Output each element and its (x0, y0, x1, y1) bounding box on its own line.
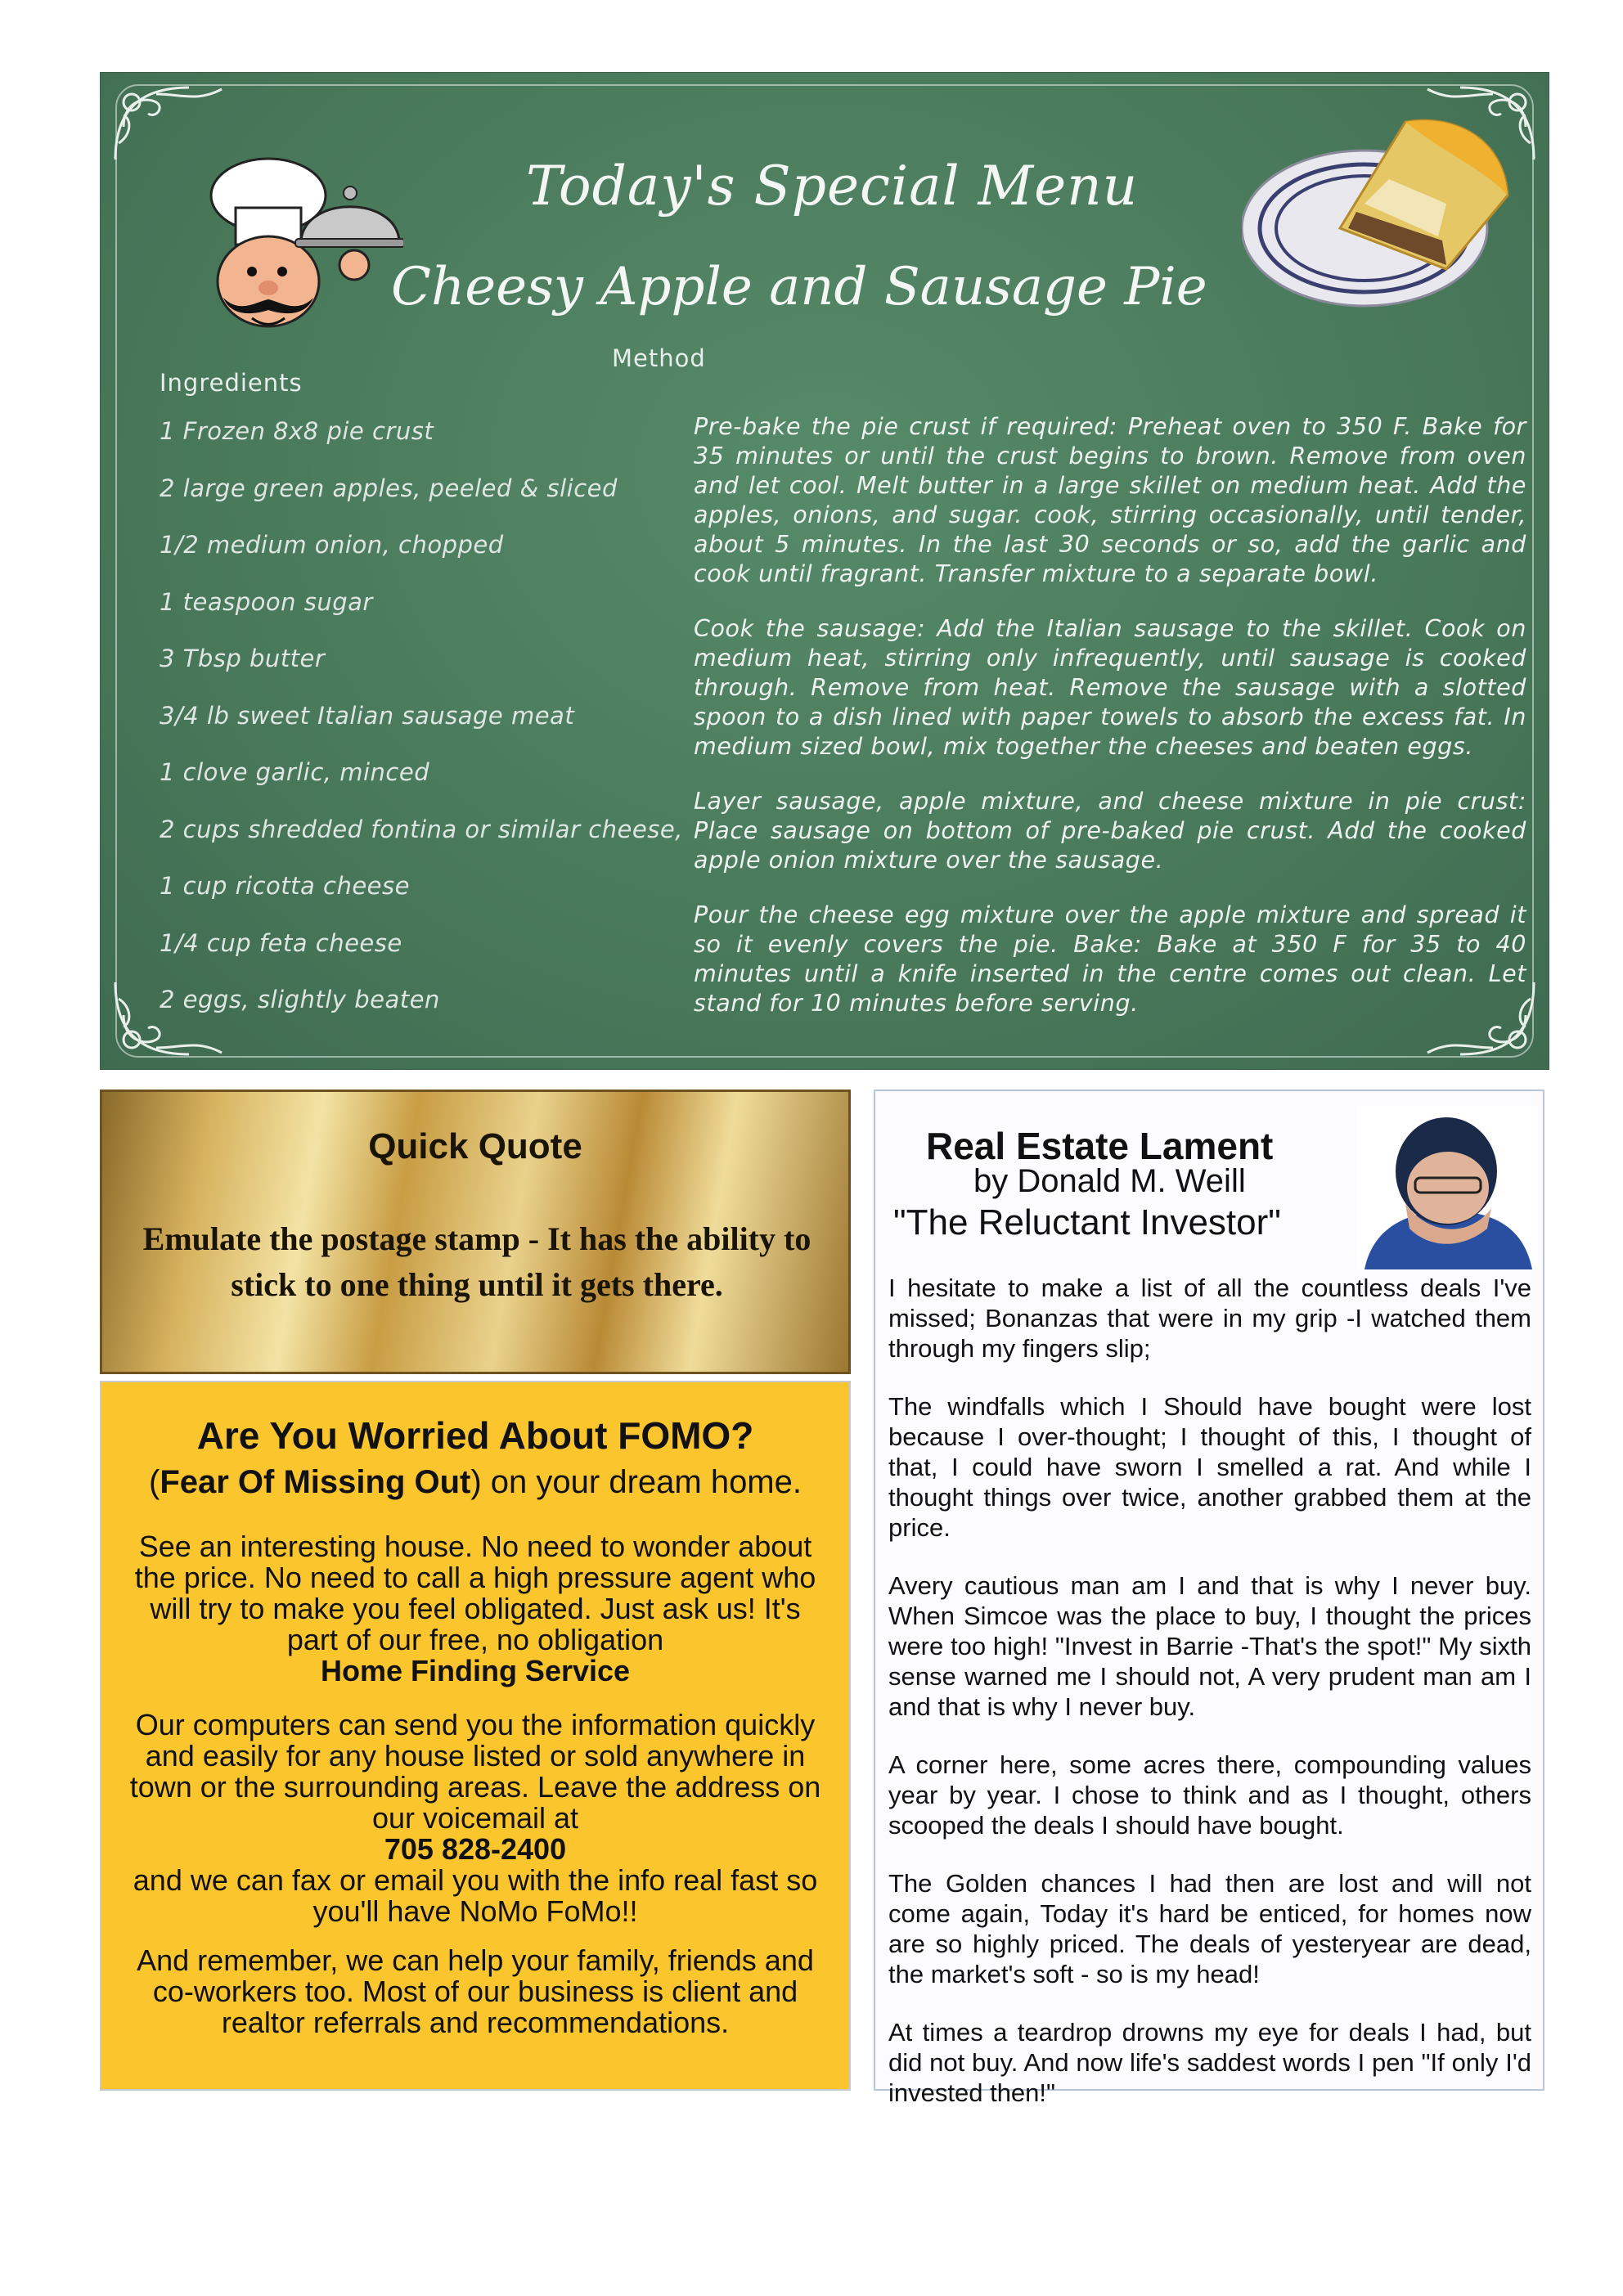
ingredient-item: 2 cups shredded fontina or similar cheese, (160, 815, 683, 843)
lament-byline: by Donald M. Weill (973, 1163, 1246, 1199)
author-photo (1356, 1106, 1538, 1269)
fomo-ad (100, 1381, 851, 2091)
quote-title: Quick Quote (368, 1126, 582, 1166)
poem-stanza: The Golden chances I had then are lost and will not come again, Today it's hard be enticed, for homes now are so highly priced. The deals of yesteryear are dead, the market's soft - so is my head! (888, 1869, 1531, 1988)
poem-body (888, 1273, 1531, 2136)
pie-photo (1242, 106, 1512, 318)
service-name: Home Finding Service (320, 1654, 631, 1687)
ingredient-item: 1/4 cup feta cheese (160, 928, 402, 957)
method-step: Pour the cheese egg mixture over the apple mixture and spread it so it evenly covers the pie. Bake: Bake at 350 F for 35 to 40 minutes until a knife inserted in the centre comes out clean. Let stand for 10 minutes before serving. (694, 901, 1526, 1017)
method-step: Cook the sausage: Add the Italian sausage to the skillet. Cook on medium heat, stirring only infrequently, until sausage is cooked through. Remove from heat. Remove the sausage with a slotted spoon to a dish lined with paper towels to absorb the excess fat. In medium sized bowl, mix together the cheeses and beaten eggs. (694, 615, 1526, 760)
ingredient-item: 3/4 lb sweet Italian sausage meat (160, 701, 575, 730)
lament-subtitle: "The Reluctant Investor" (893, 1202, 1281, 1242)
fomo-paragraph: And remember, we can help your family, friends and co-workers too. Most of our business is client and realtor referrals and recommendations. (137, 1943, 814, 2039)
poem-stanza: At times a teardrop drowns my eye for deals I had, but did not buy. And now life's saddest words I pen "If only I'd invested then!" (888, 2018, 1531, 2107)
menu-title: Today's Special Menu (526, 155, 1139, 218)
fomo-subtitle-rest: ) on your dream home. (470, 1464, 802, 1500)
phone-number: 705 828-2400 (384, 1832, 567, 1866)
quick-quote-plaque (100, 1090, 851, 1374)
dish-title: Cheesy Apple and Sausage Pie (391, 257, 1207, 317)
ingredient-item: 1 clove garlic, minced (160, 758, 430, 786)
ingredient-item: 1 cup ricotta cheese (160, 872, 410, 900)
ingredient-item: 2 large green apples, peeled & sliced (160, 474, 618, 502)
ingredient-item: 3 Tbsp butter (160, 645, 326, 672)
method-step: Layer sausage, apple mixture, and cheese mixture in pie crust: Place sausage on bottom of pre-baked pie crust. Add the cooked apple onion mixture over the sausage. (694, 788, 1526, 874)
real-estate-lament (874, 1090, 1544, 2107)
quote-text: Emulate the postage stamp - It has the ability to stick to one thing until it gets there. (142, 1220, 812, 1303)
ingredient-item: 1 Frozen 8x8 pie crust (160, 417, 434, 445)
ingredients-heading: Ingredients (160, 369, 303, 397)
method-steps (694, 412, 1526, 1044)
poem-stanza: A corner here, some acres there, compounding values year by year. I chose to think and as I thought, others scooped the deals I should have bought. (888, 1750, 1531, 1840)
fomo-subtitle (101, 1464, 849, 1501)
ingredient-item: 2 eggs, slightly beaten (160, 986, 440, 1013)
fomo-paragraph (126, 1531, 825, 1687)
fomo-subtitle-bold: Fear Of Missing Out (160, 1464, 471, 1500)
poem-stanza: The windfalls which I Should have bought were lost because I over-thought; I thought of this, I thought of that, I could have sworn I smelled a rat. And while I thought things over twice, another grabbed them at the price. (888, 1392, 1531, 1542)
fomo-text: See an interesting house. No need to wonder about the price. No need to call a high pressure agent who will try to make you feel obligated. Just ask us! It's part of our free, no obligation (134, 1530, 816, 1656)
fomo-text: Our computers can send you the information quickly and easily for any house listed or sold anywhere in town or the surrounding areas. Leave the address on our voicemail at (129, 1708, 821, 1835)
fomo-subtitle-paren: ( (148, 1464, 160, 1500)
recipe-card (100, 72, 1549, 1070)
ingredients-list (160, 415, 716, 1040)
ingredient-item: 1/2 medium onion, chopped (160, 531, 504, 559)
fomo-title: Are You Worried About FOMO? (196, 1414, 754, 1457)
fomo-paragraph (126, 1710, 825, 1927)
lament-title: Real Estate Lament (926, 1125, 1274, 1167)
poem-stanza: I hesitate to make a list of all the countless deals I've missed; Bonanzas that were in my grip -I watched them through my fingers slip; (888, 1274, 1531, 1363)
poem-stanza: Avery cautious man am I and that is why I never buy. When Simcoe was the place to buy, I thought the prices were too high! "Invest in Barrie -That's the spot!" My sixth sense warned me I should not, A very prudent man am I and that is why I never buy. (888, 1571, 1531, 1721)
fomo-text: and we can fax or email you with the info real fast so you'll have NoMo FoMo!! (133, 1863, 818, 1928)
chef-illustration (191, 151, 403, 380)
ingredient-item: 1 teaspoon sugar (160, 587, 373, 616)
method-step: Pre-bake the pie crust if required: Preheat oven to 350 F. Bake for 35 minutes or until the crust begins to brown. Remove from oven and let cool. Melt butter in a large skillet on medium heat. Add the apples, onions, and sugar. cook, stirring occasionally, until tender, about 5 minutes. In the last 30 seconds or so, add the garlic and cook until fragrant. Transfer mixture to a separate bowl. (694, 413, 1526, 587)
method-heading: Method (612, 344, 706, 372)
